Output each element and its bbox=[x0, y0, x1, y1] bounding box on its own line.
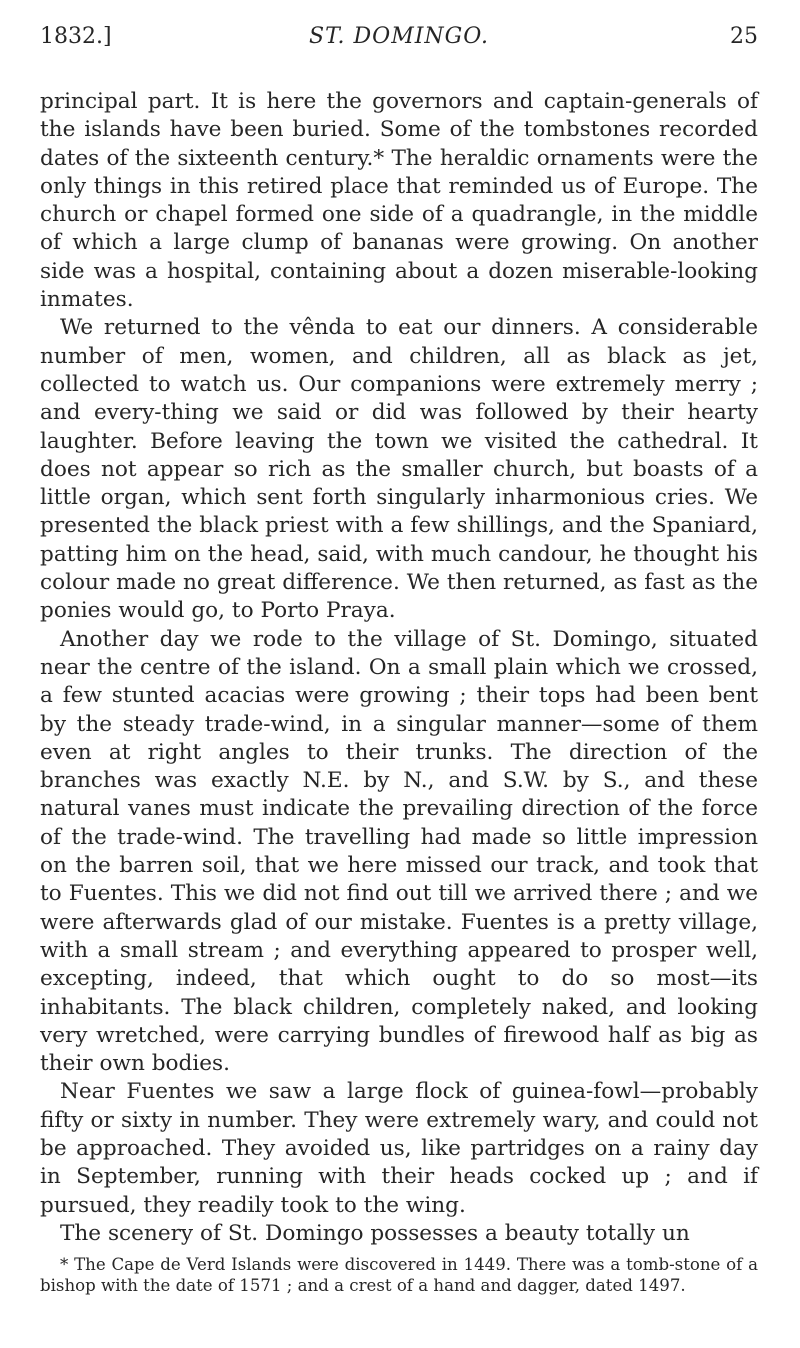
body-text bbox=[40, 88, 758, 1248]
paragraph: Another day we rode to the village of St. Domingo, situated near the centre of the island. On a small plain which we crossed, a few stunted acacias were growing ; their tops had been bent by the steady trade-wind, in a singular manner—some of them even at right angles to their trunks. The direction of the branches was exactly N.E. by N., and S.W. by S., and these natural vanes must indicate the prevailing direction of the force of the trade-wind. The travelling had made so little impression on the barren soil, that we here missed our track, and took that to Fuentes. This we did not find out till we arrived there ; and we were afterwards glad of our mistake. Fuentes is a pretty village, with a small stream ; and everything appeared to prosper well, excepting, indeed, that which ought to do so most—its inhabitants. The black children, completely naked, and looking very wretched, were carrying bundles of firewood half as big as their own bodies. bbox=[40, 626, 758, 1077]
paragraph: Near Fuentes we saw a large flock of guinea-fowl—probably fifty or sixty in number. They were extremely wary, and could not be approached. They avoided us, like partridges on a rainy day in September, running with their heads cocked up ; and if pursued, they readily took to the wing. bbox=[40, 1079, 758, 1218]
running-head bbox=[40, 20, 758, 54]
book-page bbox=[40, 20, 758, 1296]
running-head-year: 1832.] bbox=[40, 24, 112, 49]
running-head-title: ST. DOMINGO. bbox=[309, 24, 489, 49]
paragraph: principal part. It is here the governors and captain-generals of the islands have been buried. Some of the tombstones recorded dates of the sixteenth century.* The heraldic ornaments were the only things in this retired place that reminded us of Europe. The church or chapel formed one side of a quadrangle, in the middle of which a large clump of bananas were growing. On another side was a hospital, containing about a dozen miserable-looking inmates. bbox=[40, 89, 758, 313]
paragraph: We returned to the vênda to eat our dinners. A considerable number of men, women, and children, all as black as jet, collected to watch us. Our companions were extremely merry ; and every-thing we said or did was followed by their hearty laughter. Before leaving the town we visited the cathedral. It does not appear so rich as the smaller church, but boasts of a little organ, which sent forth singularly inharmonious cries. We presented the black priest with a few shillings, and the Spaniard, patting him on the head, said, with much candour, he thought his colour made no great difference. We then returned, as fast as the ponies would go, to Porto Praya. bbox=[40, 315, 758, 624]
paragraph: The scenery of St. Domingo possesses a beauty totally un bbox=[60, 1220, 690, 1246]
footnote: * The Cape de Verd Islands were discovered in 1449. There was a tomb-stone of a bishop with the date of 1571 ; and a crest of a hand and dagger, dated 1497. bbox=[40, 1255, 758, 1296]
page-number: 25 bbox=[730, 24, 758, 49]
